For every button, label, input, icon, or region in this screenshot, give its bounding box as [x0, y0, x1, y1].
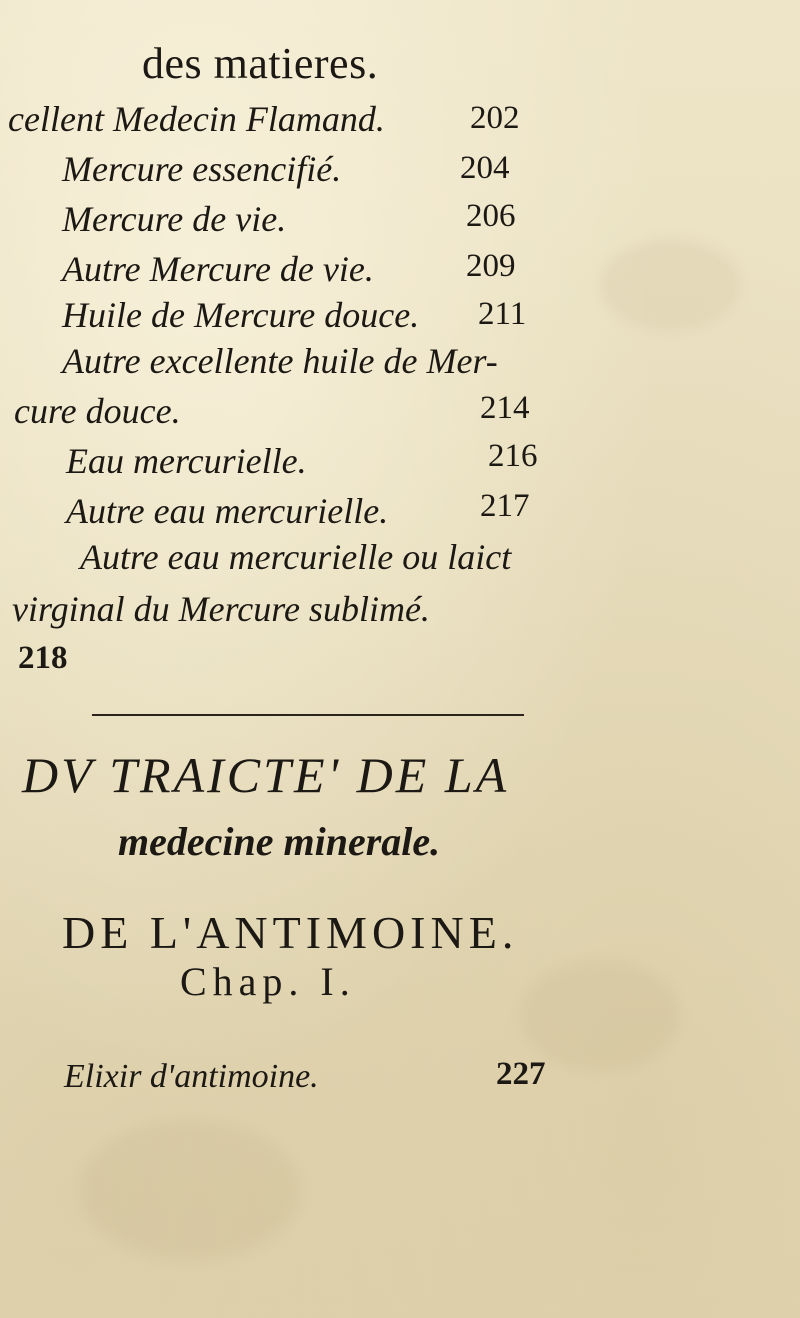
divider-rule: [92, 714, 524, 716]
toc-entry-title: virginal du Mercure sublimé.: [12, 589, 430, 629]
toc-entry-title: Autre excellente huile de Mer-: [62, 341, 498, 381]
paper-stain: [600, 240, 740, 330]
toc-entry-title: Autre eau mercurielle.: [66, 491, 389, 531]
toc-entry-title: Autre eau mercurielle ou laict: [80, 537, 512, 577]
paper-stain: [520, 960, 680, 1070]
toc-entry-page: 216: [488, 438, 538, 474]
toc-entry-title: Autre Mercure de vie.: [62, 249, 374, 289]
toc-entry-page: 206: [466, 198, 516, 234]
chapter-title: DE L'ANTIMOINE.: [62, 907, 519, 958]
toc-entry-title: Mercure essencifié.: [62, 149, 342, 189]
toc-entry-page: 211: [478, 296, 527, 332]
toc-entry-title: cellent Medecin Flamand.: [8, 99, 385, 139]
toc-entry-title: Elixir d'antimoine.: [64, 1058, 319, 1095]
toc-entry-page: 204: [460, 150, 510, 186]
toc-entry-title: cure douce.: [14, 391, 181, 431]
section-title: DV TRAICTE' DE LA: [22, 747, 510, 803]
toc-entry-page: 214: [480, 390, 530, 426]
toc-entry-title: Huile de Mercure douce.: [62, 295, 420, 335]
toc-entry-page: 217: [480, 488, 530, 524]
section-subtitle: medecine minerale.: [118, 819, 441, 864]
chapter-number: Chap. I.: [180, 959, 356, 1004]
toc-entry-page: 209: [466, 248, 516, 284]
toc-entry-title: Mercure de vie.: [62, 199, 287, 239]
toc-entry-page: 218: [18, 640, 68, 676]
running-head: des matieres.: [142, 39, 379, 88]
toc-entry-page: 202: [470, 100, 520, 136]
toc-entry-title: Eau mercurielle.: [66, 441, 307, 481]
paper-stain: [80, 1120, 300, 1260]
toc-entry-page: 227: [496, 1056, 546, 1092]
